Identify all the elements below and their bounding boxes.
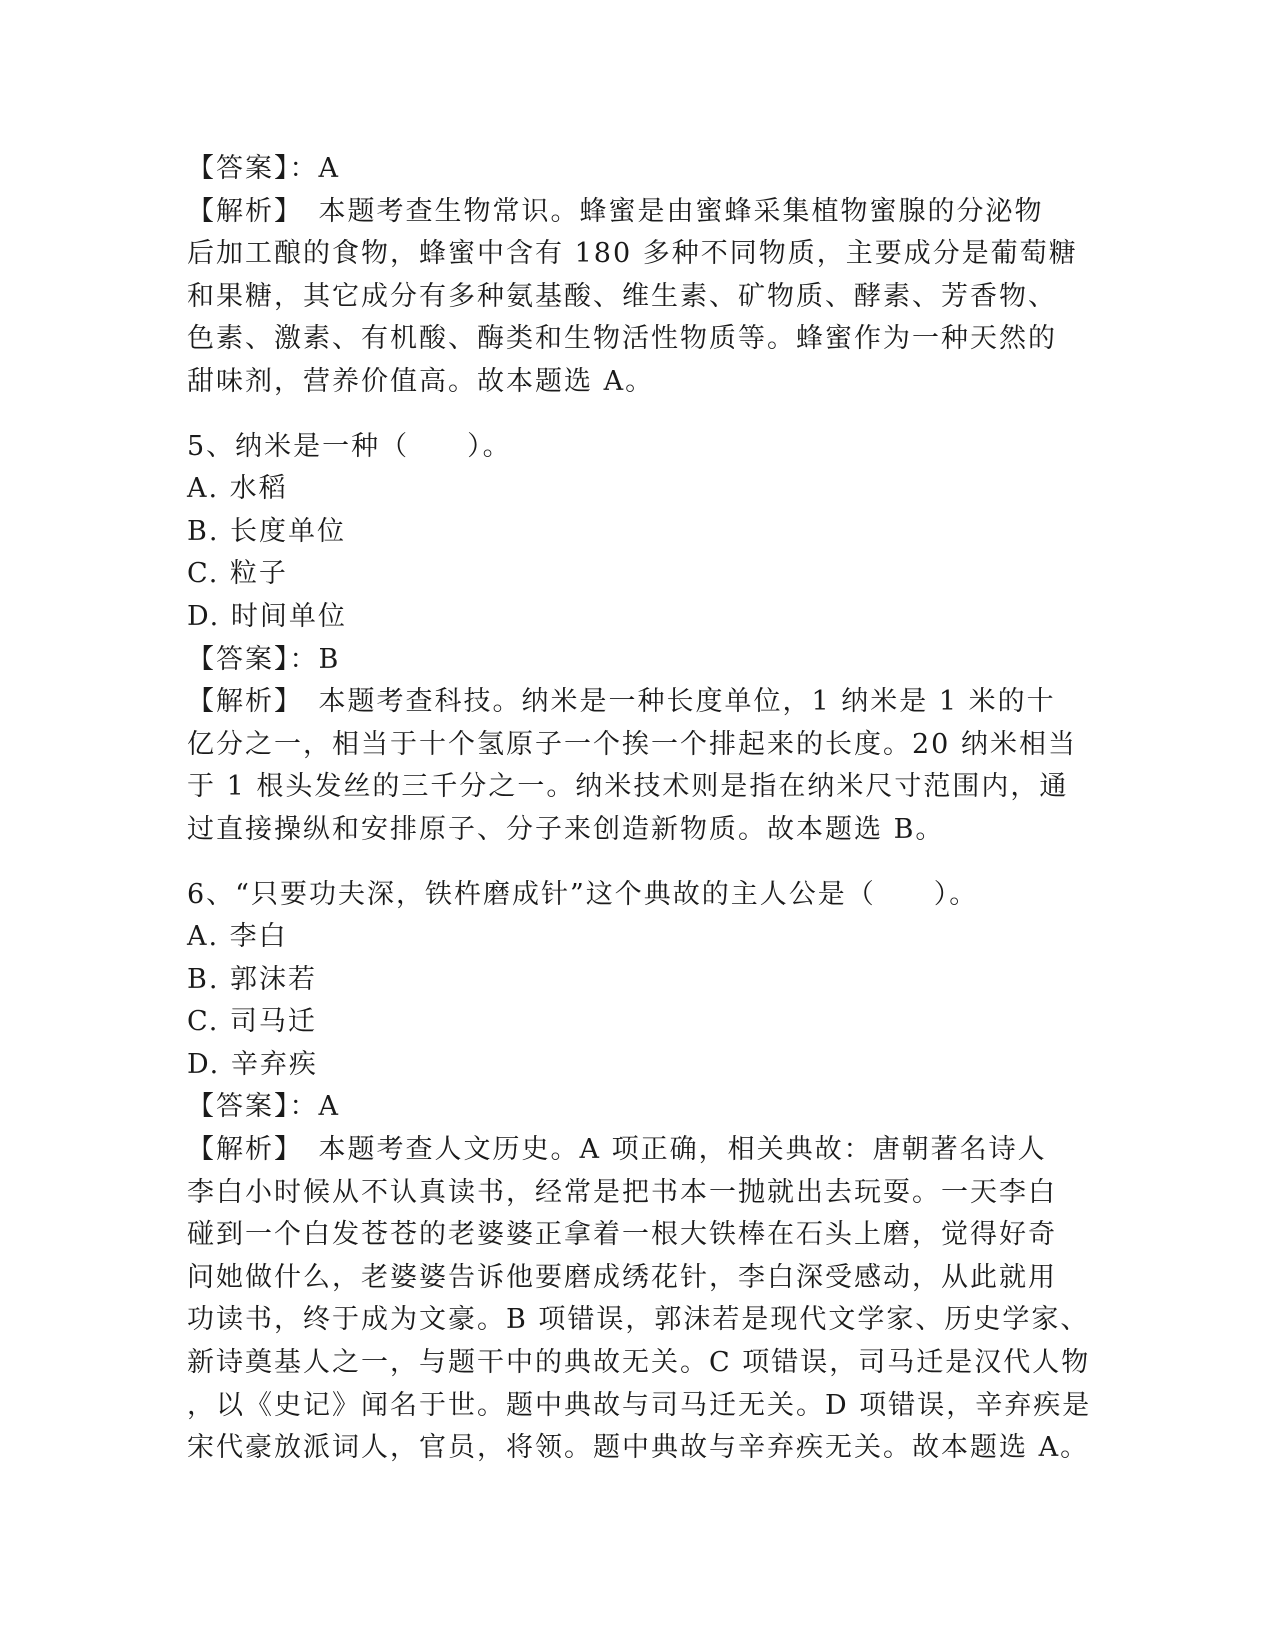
question-text: 6、“只要功夫深，铁杵磨成针”这个典故的主人公是（ ）。 bbox=[187, 878, 979, 910]
analysis-line: 后加工酿的食物，蜂蜜中含有 180 多种不同物质，主要成分是葡萄糖 bbox=[187, 238, 1078, 270]
analysis-line: 过直接操纵和安排原子、分子来创造新物质。故本题选 B。 bbox=[187, 813, 945, 845]
option-d: D. 辛弃疾 bbox=[187, 1048, 318, 1080]
analysis-line: 【解析】 本题考查生物常识。蜂蜜是由蜜蜂采集植物蜜腺的分泌物 bbox=[187, 195, 1044, 227]
analysis-line: 亿分之一，相当于十个氢原子一个挨一个排起来的长度。20 纳米相当 bbox=[187, 728, 1077, 760]
analysis-line: 于 1 根头发丝的三千分之一。纳米技术则是指在纳米尺寸范围内，通 bbox=[187, 771, 1069, 803]
option-c: C. 司马迁 bbox=[187, 1006, 317, 1038]
option-b: B. 郭沫若 bbox=[187, 963, 318, 995]
analysis-line: ，以《史记》闻名于世。题中典故与司马迁无关。D 项错误，辛弃疾是 bbox=[187, 1389, 1092, 1421]
answer-line: 【答案】：B bbox=[187, 643, 341, 675]
analysis-line: 李白小时候从不认真读书，经常是把书本一抛就出去玩耍。一天李白 bbox=[187, 1176, 1057, 1208]
analysis-line: 甜味剂，营养价值高。故本题选 A。 bbox=[187, 365, 655, 397]
analysis-line: 宋代豪放派词人，官员，将领。题中典故与辛弃疾无关。故本题选 A。 bbox=[187, 1432, 1090, 1464]
option-a: A. 李白 bbox=[187, 921, 288, 953]
analysis-line: 碰到一个白发苍苍的老婆婆正拿着一根大铁棒在石头上磨，觉得好奇 bbox=[187, 1219, 1057, 1251]
spacer bbox=[187, 852, 1087, 874]
option-b: B. 长度单位 bbox=[187, 515, 347, 547]
analysis-line: 【解析】 本题考查科技。纳米是一种长度单位，1 纳米是 1 米的十 bbox=[187, 686, 1056, 718]
question-4-block bbox=[187, 148, 1087, 404]
analysis-line: 功读书，终于成为文豪。B 项错误，郭沫若是现代文学家、历史学家、 bbox=[187, 1304, 1090, 1336]
option-c: C. 粒子 bbox=[187, 558, 288, 590]
spacer bbox=[187, 404, 1087, 426]
analysis-line: 新诗奠基人之一，与题干中的典故无关。C 项错误，司马迁是汉代人物 bbox=[187, 1347, 1091, 1379]
answer-line: 【答案】：A bbox=[187, 1091, 340, 1123]
question-5-block bbox=[187, 426, 1087, 852]
analysis-line: 色素、激素、有机酸、酶类和生物活性物质等。蜂蜜作为一种天然的 bbox=[187, 323, 1057, 355]
answer-line: 【答案】：A bbox=[187, 153, 340, 184]
analysis-line: 问她做什么，老婆婆告诉他要磨成绣花针，李白深受感动，从此就用 bbox=[187, 1261, 1057, 1293]
analysis-line: 【解析】 本题考查人文历史。A 项正确，相关典故：唐朝著名诗人 bbox=[187, 1134, 1047, 1166]
analysis-line: 和果糖，其它成分有多种氨基酸、维生素、矿物质、酵素、芳香物、 bbox=[187, 280, 1057, 312]
question-text: 5、纳米是一种（ ）。 bbox=[187, 430, 512, 462]
question-6-block bbox=[187, 874, 1092, 1470]
document-page bbox=[187, 148, 1092, 1470]
option-d: D. 时间单位 bbox=[187, 600, 347, 632]
option-a: A. 水稻 bbox=[187, 473, 288, 505]
